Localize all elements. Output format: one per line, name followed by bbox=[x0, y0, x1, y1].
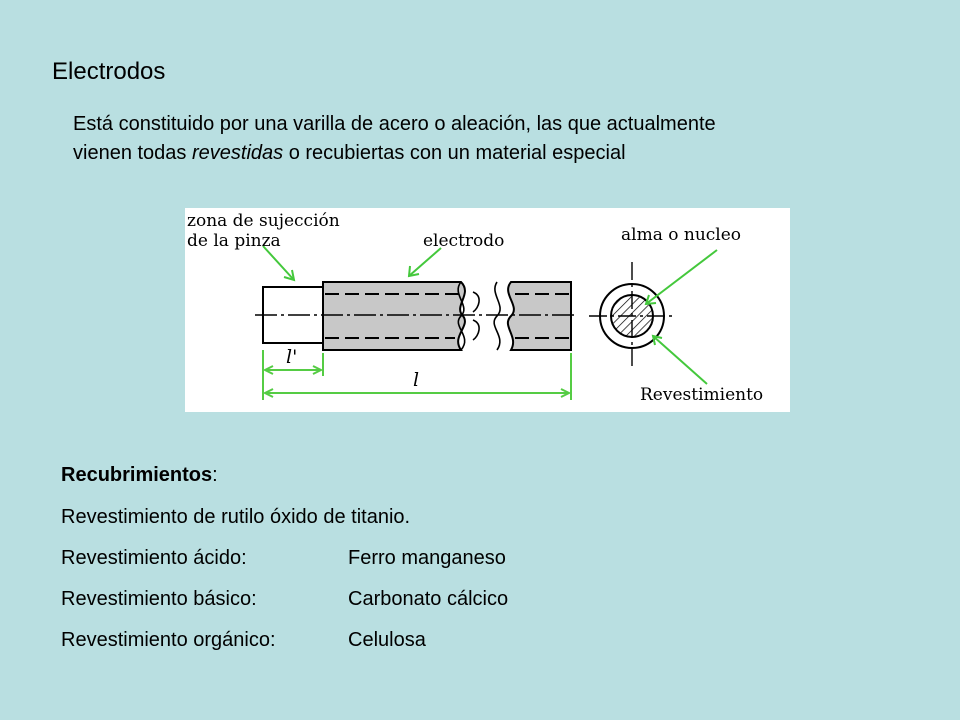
rod-end-shape bbox=[508, 282, 571, 350]
coating-rutile: Revestimiento de rutilo óxido de titanio. bbox=[61, 506, 411, 528]
core-leader bbox=[646, 250, 717, 304]
clamp-zone-leader bbox=[263, 246, 294, 280]
coating-name: Revestimiento ácido: bbox=[61, 547, 247, 569]
break-mark-middle bbox=[473, 292, 479, 340]
core-label: alma o nucleo bbox=[621, 225, 742, 245]
electrode-diagram bbox=[185, 208, 790, 412]
coating-row-organic bbox=[61, 628, 508, 652]
electrode-label: electrodo bbox=[423, 231, 505, 251]
coating-row-acid bbox=[61, 546, 508, 570]
slide-title: Electrodos bbox=[52, 58, 166, 85]
intro-line-2 bbox=[73, 139, 893, 168]
coatings-list bbox=[61, 463, 508, 669]
coating-leader bbox=[653, 336, 707, 384]
coatings-heading-text: Recubrimientos bbox=[61, 464, 213, 486]
intro-emphasis: revestidas bbox=[191, 142, 284, 164]
coating-name: Revestimiento básico: bbox=[61, 588, 257, 610]
dimension-label-l: l bbox=[413, 369, 420, 391]
coating-label: Revestimiento bbox=[640, 385, 764, 405]
coating-row-basic bbox=[61, 587, 508, 611]
intro-paragraph bbox=[73, 110, 893, 168]
dimension-label-l-prime: l' bbox=[286, 346, 298, 368]
clamp-zone-label-line-2: de la pinza bbox=[187, 231, 281, 251]
coating-value: Celulosa bbox=[348, 629, 426, 651]
coated-body-shape bbox=[323, 282, 465, 350]
coating-name: Revestimiento orgánico: bbox=[61, 629, 276, 651]
intro-line-1: Está constituido por una varilla de acero o aleación, las que actualmente bbox=[73, 113, 716, 135]
intro-line-2-start: vienen todas bbox=[73, 142, 192, 164]
coatings-heading bbox=[61, 463, 508, 487]
intro-line-2-end: o recubiertas con un material especial bbox=[283, 142, 626, 164]
electrode-leader bbox=[409, 248, 441, 276]
coating-value: Carbonato cálcico bbox=[348, 588, 509, 610]
clamp-zone-label-line-1: zona de sujección bbox=[187, 211, 340, 231]
electrode-diagram-svg bbox=[185, 208, 790, 412]
coatings-heading-colon: : bbox=[212, 464, 218, 486]
break-mark-right bbox=[494, 282, 500, 350]
coating-value: Ferro manganeso bbox=[348, 547, 506, 569]
